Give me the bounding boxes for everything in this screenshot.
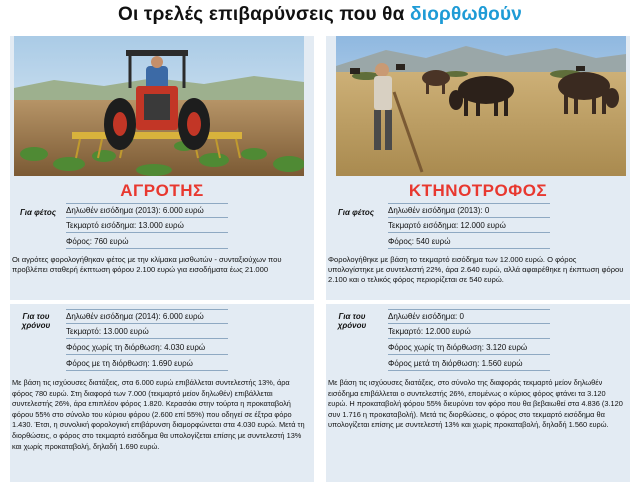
- farmer-next-year-tax-before: Φόρος χωρίς τη διόρθωση: 4.030 ευρώ: [66, 341, 228, 355]
- page-title: Οι τρελές επιβαρύνσεις που θα διορθωθούν: [117, 4, 522, 25]
- center-divider: [318, 36, 322, 482]
- farmer-heading: ΑΓΡΟΤΗΣ: [120, 181, 204, 200]
- herder-next-year-declared: Δηλωθέν εισόδημα: 0: [388, 309, 550, 324]
- herder-cows-illustration: [336, 36, 626, 176]
- farmer-next-year-tax-after: Φόρος με τη διόρθωση: 1.690 ευρώ: [66, 357, 228, 371]
- farmer-this-year-label: Για φέτος: [19, 208, 56, 217]
- farmer-this-year-presumed: Τεκμαρτό εισόδημα: 13.000 ευρώ: [66, 219, 228, 233]
- farmer-this-year-text: Οι αγρότες φορολογήθηκαν φέτος με την κλίμακα μισθωτών - συνταξιούχων που προβλέπει σταθερή έκπτωση φόρου 2.100 ευρώ για εισοδήματα έως 21.000: [12, 255, 282, 275]
- herder-this-year-tax: Φόρος: 540 ευρώ: [388, 235, 550, 249]
- herder-next-year-tax-before: Φόρος χωρίς τη διόρθωση: 3.120 ευρώ: [388, 341, 550, 355]
- herder-this-year-text: Φορολογήθηκε με βάση το τεκμαρτό εισόδημα των 12.000 ευρώ. Ο φόρος υπολογίστηκε με συντελεστή 22%, άρα 2.640 ευρώ, αλλά αφαιρέθηκε η έκπτωση φόρου 2.100 και ο τελικός φόρος περιορίζεται σε 540 ευρώ.: [328, 255, 624, 285]
- herder-next-year-presumed: Τεκμαρτό: 12.000 ευρώ: [388, 325, 550, 339]
- herder-this-year-label: Για φέτος: [337, 208, 374, 217]
- herder-heading: ΚΤΗΝΟΤΡΟΦΟΣ: [408, 181, 548, 200]
- tractor-illustration: [14, 36, 304, 176]
- farmer-this-year-tax: Φόρος: 760 ευρώ: [66, 235, 228, 249]
- herder-this-year-declared: Δηλωθέν εισόδημα (2013): 0: [388, 203, 550, 218]
- farmer-next-year-declared: Δηλωθέν εισόδημα (2014): 6.000 ευρώ: [66, 309, 228, 324]
- farmer-photo: [14, 36, 304, 176]
- farmer-next-year-label: Για του χρόνου: [21, 312, 51, 330]
- herder-photo: [336, 36, 626, 176]
- farmer-next-year-text: Με βάση τις ισχύουσες διατάξεις, στα 6.000 ευρώ επιβάλλεται συντελεστής 13%, άρα φόρος 780 ευρώ. Στη διαφορά των 7.000 (τεκμαρτό μείον δηλωθέν) επιβάλλεται συντελεστής 26%, άρα επιπλέον φόρος 1.820. Κερασάκι στην τούρτα η προκαταβολή φόρου 55% στο σύνολο του κύριου φόρου (2.600 επί 55%) που οδηγεί σε έξτρα φόρο 1.430. Έτσι, η συνολική φορολογική επιβάρυνση διαμορφώνεται στα 4.030 ευρώ. Μετά τη διορθώσεις, ο φόρος στο τεκμαρτό εισόδημα θα υπολογίζεται επίσης με συντελεστή 13% και χωρίς προκαταβολή, δηλαδή 1.690 ευρώ.: [12, 378, 305, 451]
- herder-next-year-label: Για του χρόνου: [337, 312, 367, 330]
- farmer-next-year-presumed: Τεκμαρτό: 13.000 ευρώ: [66, 325, 228, 339]
- herder-next-year-tax-after: Φόρος μετά τη διόρθωση: 1.560 ευρώ: [388, 357, 550, 371]
- herder-next-year-text: Με βάση τις ισχύουσες διατάξεις, στο σύνολο της διαφοράς τεκμαρτό μείον δηλωθέν εισόδημα επιβάλλεται ο συντελεστής 26%, επομένως ο κύριος φόρος φτάνει τα 3.120 ευρώ. Η προκαταβολή φόρου 55% διευρύνει τον φόρο που θα βεβαιωθεί στα 4.836 (3.120 συν 1.716 η προκαταβολή). Μετά τις διορθώσεις, ο φόρος στο τεκμαρτό εισόδημα θα υπολογίζεται επίσης με συντελεστή 13% και χωρίς προκαταβολή, δηλαδή 1.560 ευρώ.: [328, 378, 623, 430]
- herder-this-year-presumed: Τεκμαρτό εισόδημα: 12.000 ευρώ: [388, 219, 550, 233]
- farmer-this-year-declared: Δηλωθέν εισόδημα (2013): 6.000 ευρώ: [66, 203, 228, 218]
- title-highlight: διορθωθούν: [410, 4, 522, 25]
